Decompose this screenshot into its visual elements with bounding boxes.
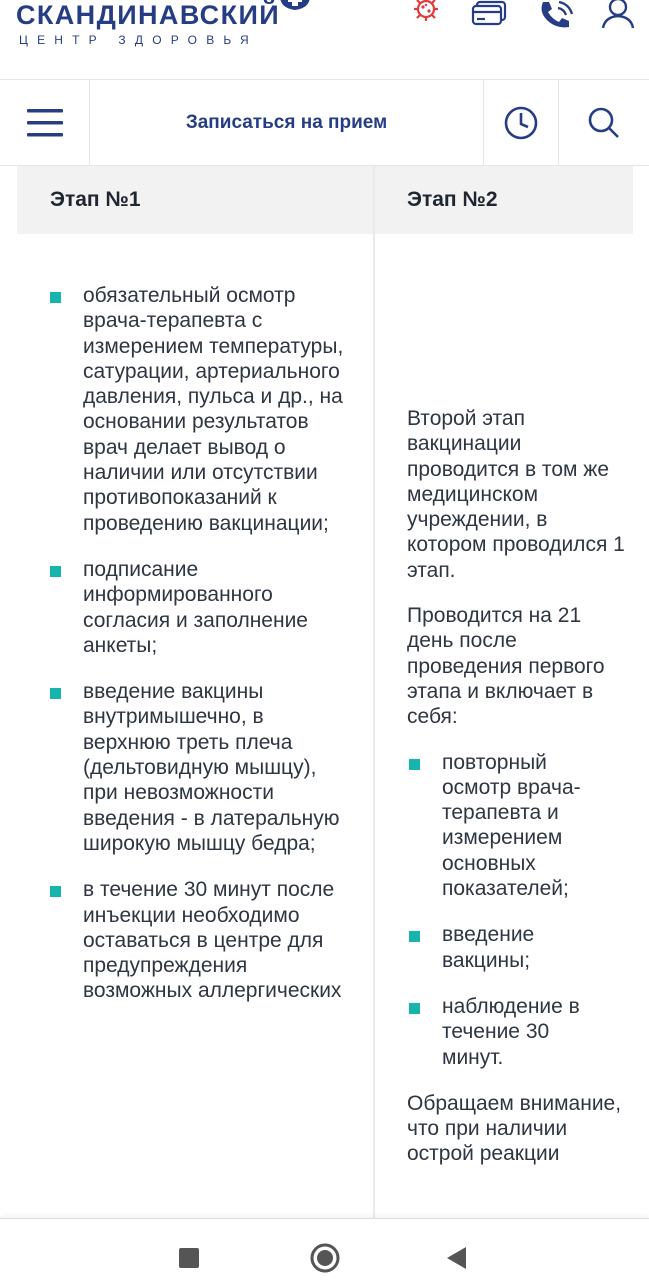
back-triangle-icon <box>446 1246 468 1270</box>
table-header <box>17 166 633 234</box>
back-button[interactable] <box>446 1246 468 1274</box>
top-header <box>0 0 649 80</box>
virus-icon[interactable] <box>406 0 446 30</box>
recent-apps-button[interactable] <box>178 1247 200 1273</box>
menu-button[interactable] <box>0 80 90 165</box>
home-circle-icon <box>309 1242 341 1274</box>
logo-title: СКАНДИНАВСКИЙ <box>16 0 281 30</box>
list-item: обязательный осмотр врача-терапевта с измерением температуры, сатурации, артериального давления, пульса и др., на основании результатов врач делает вывод о наличии или отсутствии противопоказаний к проведению вакцинации; <box>48 283 348 536</box>
list-item: введение вакцины внутримышечно, в верхнюю треть плеча (дельтовидную мышцу), при невозможности введения - в латеральную широкую мышцу бедра; <box>48 679 348 856</box>
stage1-header: Этап №1 <box>50 188 141 211</box>
list-item: подписание информированного согласия и заполнение анкеты; <box>48 557 348 658</box>
phone-icon[interactable] <box>535 0 575 30</box>
menu-icon <box>25 107 65 139</box>
stage1-column <box>48 283 348 1025</box>
system-navigation-bar <box>0 1218 649 1280</box>
stage2-paragraph: Обращаем внимание, что при наличии острой реакции <box>407 1091 622 1166</box>
logo-subtitle: ЦЕНТР ЗДОРОВЬЯ <box>19 33 258 47</box>
stage2-column <box>407 406 627 1187</box>
column-divider <box>373 166 375 1226</box>
schedule-button[interactable] <box>483 80 558 165</box>
credit-card-icon[interactable] <box>470 0 510 30</box>
logo[interactable] <box>16 0 280 47</box>
logo-cross-icon <box>276 0 314 12</box>
list-item: повторный осмотр врача-терапевта и измерением основных показателей; <box>407 750 597 902</box>
home-button[interactable] <box>309 1242 341 1278</box>
stage2-paragraph: Второй этап вакцинации проводится в том же медицинском учреждении, в котором проводился 1 этап. <box>407 407 625 582</box>
clock-icon <box>503 105 539 141</box>
search-icon <box>587 106 621 140</box>
search-button[interactable] <box>558 80 649 165</box>
nav-bar <box>0 80 649 166</box>
user-icon[interactable] <box>598 0 638 30</box>
list-item: наблюдение в течение 30 минут. <box>407 994 597 1070</box>
stage2-header: Этап №2 <box>407 188 498 211</box>
list-item: введение вакцины; <box>407 922 597 973</box>
square-icon <box>178 1247 200 1269</box>
appointment-link[interactable]: Записаться на прием <box>185 111 388 133</box>
list-item: в течение 30 минут после инъекции необходимо оставаться в центре для предупреждения возможных аллергических <box>48 877 348 1003</box>
stage2-paragraph: Проводится на 21 день после проведения первого этапа и включает в себя: <box>407 604 605 729</box>
